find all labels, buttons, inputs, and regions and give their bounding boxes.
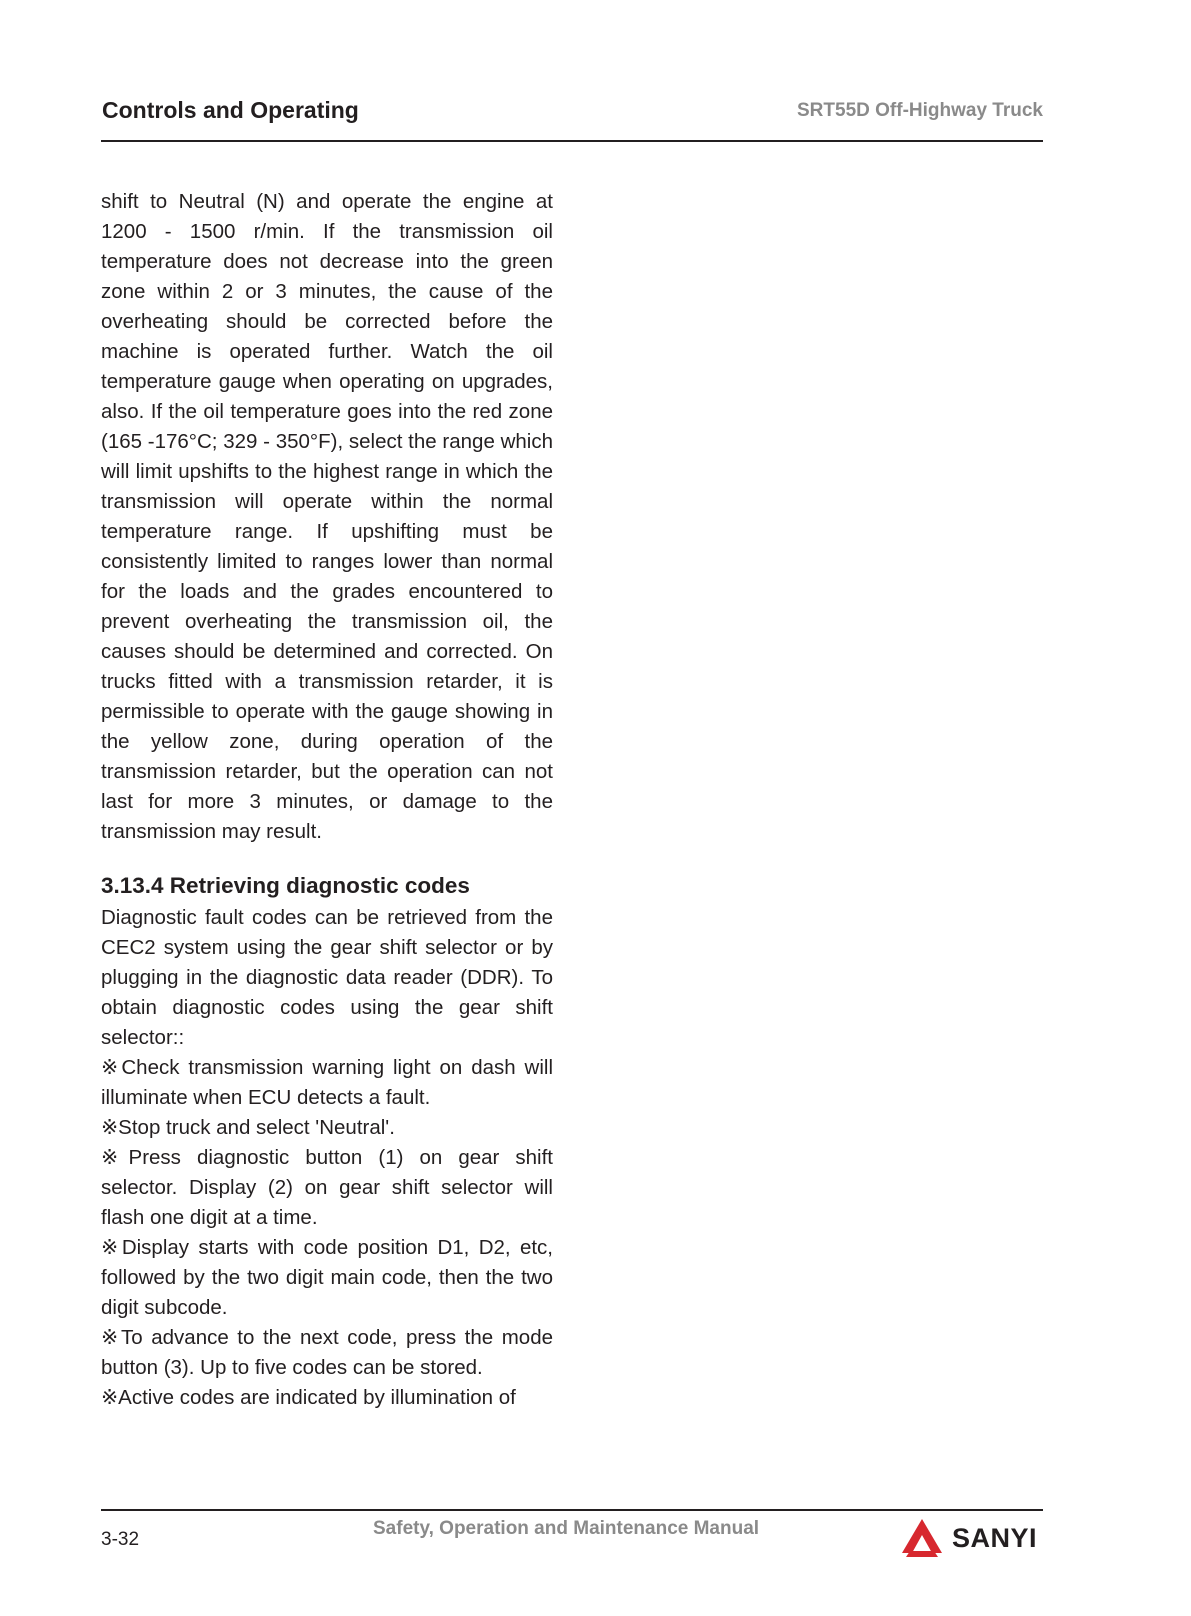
brand-name: SANYI bbox=[952, 1522, 1038, 1553]
note-item: ※Display starts with code position D1, D2, etc, followed by the two digit main code, then the two digit subcode. bbox=[101, 1236, 553, 1319]
manual-title: Safety, Operation and Maintenance Manual bbox=[373, 1518, 760, 1539]
header-divider bbox=[101, 140, 1043, 142]
body-paragraph: shift to Neutral (N) and operate the engine at 1200 - 1500 r/min. If the transmission oil temperature does not decrease into the green zone within 2 or 3 minutes, the cause of the overheating should be corrected before the machine is operated further. Watch the oil temperature gauge when operating on upgrades, also. If the oil temperature goes into the red zone (165 -176°C; 329 - 350°F), select the range which will limit upshifts to the highest range in which the transmission will operate within the normal temperature range. If upshifting must be consistently limited to ranges lower than normal for the loads and the grades encountered to prevent overheating the transmission oil, the causes should be determined and corrected. On trucks fitted with a transmission retarder, it is permissible to operate with the gauge showing in the yellow zone, during operation of the transmission retarder, but the operation can not last for more 3 minutes, or damage to the transmission may result. bbox=[101, 190, 553, 843]
note-item: ※To advance to the next code, press the mode button (3). Up to five codes can be stored. bbox=[101, 1326, 553, 1379]
page-number: 3-32 bbox=[101, 1529, 140, 1550]
brand-logo bbox=[900, 1516, 1037, 1560]
footer-divider bbox=[101, 1509, 1043, 1511]
intro-paragraph: Diagnostic fault codes can be retrieved from the CEC2 system using the gear shift selector or by plugging in the diagnostic data reader (DDR). To obtain diagnostic codes using the gear shift selector:: bbox=[101, 906, 553, 1049]
sanyi-logo-icon bbox=[900, 1517, 944, 1559]
note-item: ※Active codes are indicated by illumination of bbox=[101, 1386, 516, 1409]
note-item: ※Check transmission warning light on dash will illuminate when ECU detects a fault. bbox=[101, 1056, 553, 1109]
note-item: ※Stop truck and select 'Neutral'. bbox=[101, 1116, 395, 1139]
section-heading: 3.13.4 Retrieving diagnostic codes bbox=[101, 873, 470, 898]
section-title: Controls and Operating bbox=[102, 97, 359, 123]
product-title: SRT55D Off-Highway Truck bbox=[797, 100, 1043, 121]
body-column bbox=[101, 187, 553, 1413]
note-item: ※Press diagnostic button (1) on gear shift selector. Display (2) on gear shift selector will flash one digit at a time. bbox=[101, 1146, 553, 1229]
